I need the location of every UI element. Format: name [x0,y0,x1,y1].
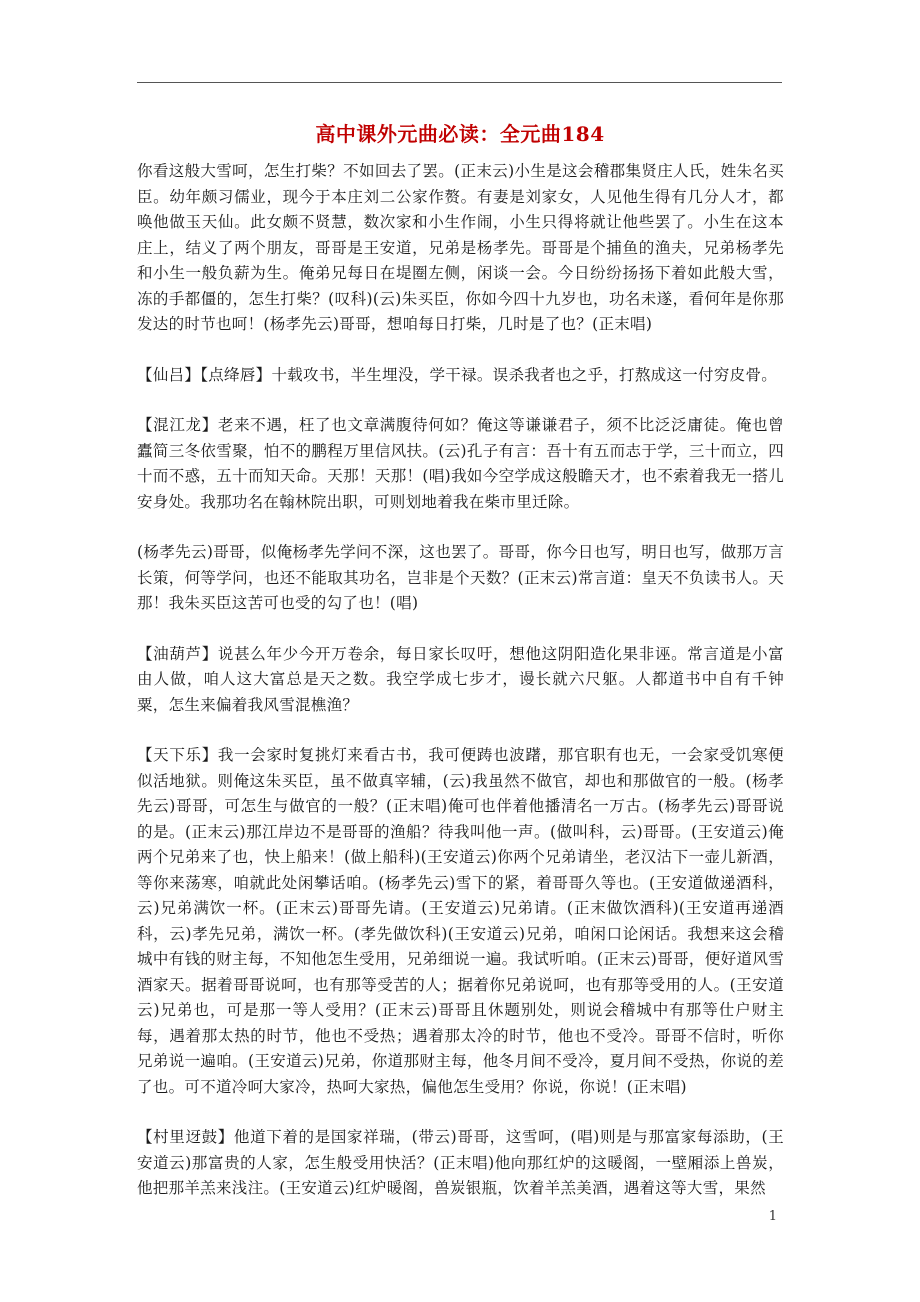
paragraph-tianxiale: 【天下乐】我一会家时复挑灯来看古书，我可便踌也波躇，那官职有也无，一会家受饥寒便似活地狱。则俺这朱买臣，虽不做真宰辅，(云)我虽然不做官，却也和那做官的一般。(杨孝先云)哥哥，可怎生与做官的一般？(正末唱)俺可也伴着他播清名一万古。(杨孝先云)哥哥说的是。(正末云)那江岸边不是哥哥的渔船？待我叫他一声。(做叫科，云)哥哥。(王安道云)俺两个兄弟来了也，快上船来！(做上船科)(王安道云)你两个兄弟请坐，老汉沽下一壶儿新酒，等你来荡寒，咱就此处闲攀话咱。(杨孝先云)雪下的紧，着哥哥久等也。(王安道做递酒科，云)兄弟满饮一杯。(正末云)哥哥先请。(王安道云)兄弟请。(正末做饮酒科)(王安道再递酒科，云)孝先兄弟，满饮一杯。(孝先做饮科)(王安道云)兄弟，咱闲口论闲话。我想来这会稽城中有钱的财主每，不知他怎生受用，兄弟细说一遍。我试听咱。(正末云)哥哥，便好道风雪酒家天。据着哥哥说呵，也有那等受苦的人；据着你兄弟说呵，也有那等受用的人。(王安道云)兄弟也，可是那一等人受用？(正末云)哥哥且休题别处，则说会稽城中有那等仕户财主每，遇着那太热的时节，他也不受热；遇着那太冷的时节，他也不受冷。哥哥不信时，听你兄弟说一遍咱。(王安道云)兄弟，你道那财主每，他冬月间不受冷，夏月间不受热，你说的差了也。可不道冷呵大家冷，热呵大家热，偏他怎生受用？你说，你说！(正末唱) [137,746,784,1096]
page-title: 高中课外元曲必读：全元曲184 [315,122,605,146]
document-body [137,159,784,1227]
paragraph-yang-xiaoxian-dialogue: (杨孝先云)哥哥，似俺杨孝先学问不深，这也罢了。哥哥，你今日也写，明日也写，做那万言长策，何等学问，也还不能取其功名，岂非是个天数？(正末云)常言道：皇天不负读书人。天那！我朱买臣这苦可也受的勾了也！(唱) [137,543,784,612]
paragraph-hunjianglong: 【混江龙】老来不遇，枉了也文章满腹待何如？俺这等谦谦君子，须不比泛泛庸徒。俺也曾蠹简三冬依雪聚，怕不的鹏程万里信风扶。(云)孔子有言：吾十有五而志于学，三十而立，四十而不惑，五十而知天命。天那！天那！(唱)我如今空学成这般瞻天才，也不索着我无一搭儿安身处。我那功名在翰林院出职，可则划地着我在柴市里迁除。 [137,416,784,511]
header-rule [137,82,782,83]
paragraph-youhulu: 【油葫芦】说甚么年少今开万卷余，每日家长叹吁，想他这阴阳造化果非诬。常言道是小富由人做，咱人这大富总是天之数。我空学成七步才，谩长就六尺躯。人都道书中自有千钟粟，怎生来偏着我风雪混樵渔？ [137,644,784,714]
page-number: 1 [768,1209,777,1224]
paragraph-cunliyagu: 【村里迓鼓】他道下着的是国家祥瑞，(带云)哥哥，这雪呵，(唱)则是与那富家每添助，(王安道云)那富贵的人家，怎生般受用快活？(正末唱)他向那红炉的这暖阁，一壁厢添上兽炭，他把那羊羔来浅注。(王安道云)红炉暖阁，兽炭银瓶，饮着羊羔美酒，遇着这等大雪，果然 [137,1128,784,1197]
paragraph-dianjiangchun: 【仙吕】【点绛唇】十载攻书，半生埋没，学干禄。误杀我者也之乎，打熬成这一付穷皮骨。 [137,365,778,384]
paragraph-prologue: 你看这般大雪呵，怎生打柴？不如回去了罢。(正末云)小生是这会稽郡集贤庄人氏，姓朱名买臣。幼年颇习儒业，现今于本庄刘二公家作赘。有妻是刘家女，人见他生得有几分人才，都唤他做玉天仙。此女颇不贤慧，数次家和小生作闹，小生只得将就让他些罢了。小生在这本庄上，结义了两个朋友，哥哥是王安道，兄弟是杨孝先。哥哥是个捕鱼的渔夫，兄弟杨孝先和小生一般负薪为生。俺弟兄每日在堤圈左侧，闲谈一会。今日纷纷扬扬下着如此般大雪，冻的手都僵的，怎生打柴？(叹科)(云)朱买臣，你如今四十九岁也，功名未遂，看何年是你那发达的时节也呵！(杨孝先云)哥哥，想咱每日打柴，几时是了也？(正末唱) [137,162,784,333]
